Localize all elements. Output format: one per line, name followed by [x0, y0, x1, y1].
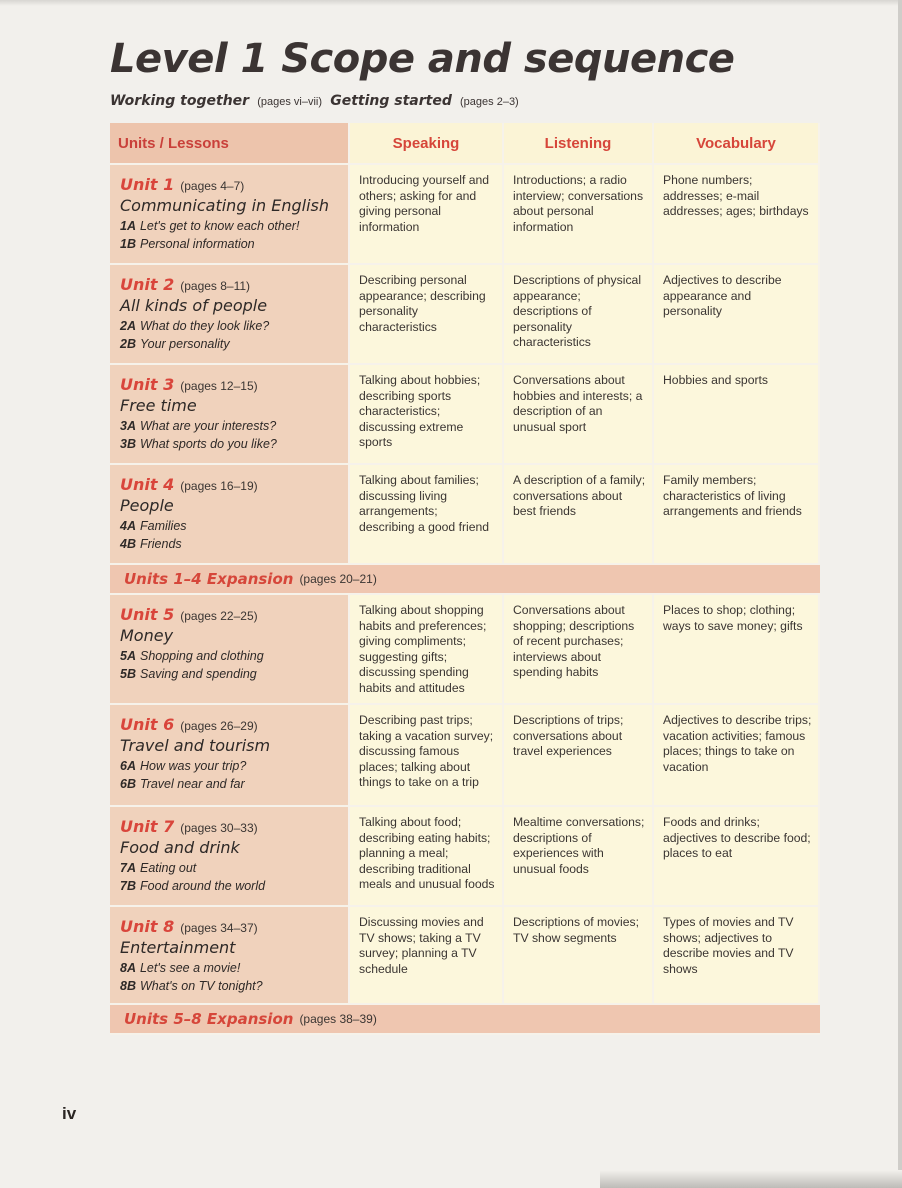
- lesson-code: 7A: [120, 861, 136, 875]
- unit-pages: (pages 8–11): [180, 279, 251, 293]
- listening-cell: Descriptions of physical appearance; descriptions of personality characteristics: [504, 265, 654, 365]
- header-listening: Listening: [504, 123, 654, 165]
- unit-heading: [120, 605, 340, 624]
- unit-label: Unit 1: [120, 175, 175, 194]
- lesson: [120, 961, 340, 975]
- lesson-code: 1A: [120, 219, 136, 233]
- lesson-code: 3A: [120, 419, 136, 433]
- lesson-title: Eating out: [139, 861, 197, 875]
- unit-label: Unit 7: [120, 817, 175, 836]
- page-number: iv: [62, 1104, 77, 1123]
- listening-cell: Introductions; a radio interview; conversations about personal information: [504, 165, 654, 265]
- speaking-cell: Talking about families; discussing living arrangements; describing a good friend: [350, 465, 504, 565]
- lesson: [120, 979, 340, 993]
- unit-name: People: [120, 496, 174, 515]
- lesson: [120, 777, 340, 791]
- unit-cell: [110, 465, 350, 565]
- unit-name: All kinds of people: [120, 296, 268, 315]
- unit-cell: [110, 265, 350, 365]
- unit-heading: [120, 375, 340, 394]
- lesson: [120, 419, 340, 433]
- vocabulary-cell: Family members; characteristics of living arrangements and friends: [654, 465, 820, 565]
- page-subtitle: [110, 92, 523, 109]
- header-units: Units / Lessons: [110, 123, 350, 165]
- lesson: [120, 237, 340, 251]
- lesson-code: 5B: [120, 667, 136, 681]
- lesson-code: 2B: [120, 337, 136, 351]
- vocabulary-cell: Hobbies and sports: [654, 365, 820, 465]
- expansion-row: [110, 1005, 820, 1035]
- unit-cell: [110, 807, 350, 907]
- lesson: [120, 537, 340, 551]
- unit-name: Travel and tourism: [120, 736, 271, 755]
- speaking-cell: Describing past trips; taking a vacation survey; discussing famous places; talking about things to take on a trip: [350, 705, 504, 807]
- lesson-title: Personal information: [139, 237, 255, 251]
- speaking-cell: Talking about shopping habits and preferences; giving compliments; suggesting gifts; discussing spending habits and attitudes: [350, 595, 504, 705]
- speaking-cell: Describing personal appearance; describing personality characteristics: [350, 265, 504, 365]
- lesson: [120, 337, 340, 351]
- page-title: Level 1 Scope and sequence: [110, 36, 735, 82]
- lesson-code: 1B: [120, 237, 136, 251]
- vocabulary-cell: Types of movies and TV shows; adjectives to describe movies and TV shows: [654, 907, 820, 1005]
- unit-label: Unit 3: [120, 375, 175, 394]
- speaking-cell: Discussing movies and TV shows; taking a TV survey; planning a TV schedule: [350, 907, 504, 1005]
- unit-pages: (pages 4–7): [180, 179, 245, 193]
- page-edge: [600, 1170, 902, 1188]
- expansion-pages: (pages 38–39): [299, 1012, 377, 1026]
- unit-pages: (pages 34–37): [180, 921, 258, 935]
- speaking-cell: Introducing yourself and others; asking for and giving personal information: [350, 165, 504, 265]
- lesson-title: Food around the world: [139, 879, 266, 893]
- lesson-title: What are your interests?: [139, 419, 277, 433]
- unit-heading: [120, 275, 340, 294]
- unit-label: Unit 2: [120, 275, 175, 294]
- unit-name: Entertainment: [120, 938, 236, 957]
- lesson-code: 8A: [120, 961, 136, 975]
- unit-heading: [120, 917, 340, 936]
- header-speaking: Speaking: [350, 123, 504, 165]
- expansion-pages: (pages 20–21): [299, 572, 377, 586]
- unit-name: Money: [120, 626, 174, 645]
- listening-cell: Descriptions of movies; TV show segments: [504, 907, 654, 1005]
- unit-cell: [110, 907, 350, 1005]
- unit-heading: [120, 817, 340, 836]
- lesson-code: 2A: [120, 319, 136, 333]
- unit-heading: [120, 175, 340, 194]
- lesson-title: Your personality: [139, 337, 230, 351]
- vocabulary-cell: Foods and drinks; adjectives to describe food; places to eat: [654, 807, 820, 907]
- lesson: [120, 759, 340, 773]
- unit-pages: (pages 12–15): [180, 379, 258, 393]
- listening-cell: Descriptions of trips; conversations about travel experiences: [504, 705, 654, 807]
- lesson: [120, 649, 340, 663]
- listening-cell: Conversations about hobbies and interests; a description of an unusual sport: [504, 365, 654, 465]
- lesson: [120, 519, 340, 533]
- lesson: [120, 879, 340, 893]
- lesson-code: 5A: [120, 649, 136, 663]
- lesson-code: 6A: [120, 759, 136, 773]
- page-edge: [0, 0, 902, 6]
- speaking-cell: Talking about food; describing eating habits; planning a meal; describing traditional meals and unusual foods: [350, 807, 504, 907]
- unit-pages: (pages 16–19): [180, 479, 258, 493]
- lesson-code: 7B: [120, 879, 136, 893]
- unit-pages: (pages 22–25): [180, 609, 258, 623]
- unit-cell: [110, 705, 350, 807]
- listening-cell: Conversations about shopping; descriptions of recent purchases; interviews about spending habits: [504, 595, 654, 705]
- scope-sequence-table: [110, 123, 820, 1035]
- unit-name: Food and drink: [120, 838, 240, 857]
- unit-cell: [110, 365, 350, 465]
- unit-label: Unit 6: [120, 715, 175, 734]
- vocabulary-cell: Places to shop; clothing; ways to save money; gifts: [654, 595, 820, 705]
- listening-cell: A description of a family; conversations about best friends: [504, 465, 654, 565]
- unit-label: Unit 8: [120, 917, 175, 936]
- unit-label: Unit 4: [120, 475, 175, 494]
- lesson-title: Families: [139, 519, 187, 533]
- lesson-title: What do they look like?: [139, 319, 270, 333]
- unit-pages: (pages 30–33): [180, 821, 258, 835]
- working-together-pages: (pages vi–vii): [257, 96, 323, 108]
- lesson-code: 4B: [120, 537, 136, 551]
- getting-started-label: Getting started: [330, 93, 452, 109]
- lesson: [120, 667, 340, 681]
- unit-label: Unit 5: [120, 605, 175, 624]
- vocabulary-cell: Adjectives to describe trips; vacation activities; famous places; things to take on vacation: [654, 705, 820, 807]
- unit-heading: [120, 475, 340, 494]
- page-edge: [898, 0, 902, 1188]
- lesson-title: How was your trip?: [139, 759, 247, 773]
- lesson-title: What sports do you like?: [139, 437, 277, 451]
- unit-cell: [110, 165, 350, 265]
- expansion-row: [110, 565, 820, 595]
- working-together-label: Working together: [110, 93, 250, 109]
- speaking-cell: Talking about hobbies; describing sports characteristics; discussing extreme sports: [350, 365, 504, 465]
- unit-name: Free time: [120, 396, 197, 415]
- lesson: [120, 219, 340, 233]
- header-vocabulary: Vocabulary: [654, 123, 820, 165]
- lesson-title: Travel near and far: [139, 777, 245, 791]
- listening-cell: Mealtime conversations; descriptions of experiences with unusual foods: [504, 807, 654, 907]
- lesson-title: Let's get to know each other!: [139, 219, 300, 233]
- vocabulary-cell: Adjectives to describe appearance and personality: [654, 265, 820, 365]
- unit-name: Communicating in English: [120, 196, 330, 215]
- unit-cell: [110, 595, 350, 705]
- lesson-title: Shopping and clothing: [139, 649, 264, 663]
- lesson-title: Friends: [139, 537, 182, 551]
- vocabulary-cell: Phone numbers; addresses; e-mail addresses; ages; birthdays: [654, 165, 820, 265]
- lesson-code: 6B: [120, 777, 136, 791]
- lesson-code: 8B: [120, 979, 136, 993]
- expansion-title: Units 5–8 Expansion: [124, 1010, 294, 1028]
- lesson: [120, 861, 340, 875]
- lesson-title: Let's see a movie!: [139, 961, 241, 975]
- lesson-title: Saving and spending: [139, 667, 257, 681]
- lesson-code: 3B: [120, 437, 136, 451]
- lesson: [120, 437, 340, 451]
- lesson-code: 4A: [120, 519, 136, 533]
- unit-pages: (pages 26–29): [180, 719, 258, 733]
- expansion-title: Units 1–4 Expansion: [124, 570, 294, 588]
- lesson-title: What's on TV tonight?: [139, 979, 263, 993]
- lesson: [120, 319, 340, 333]
- unit-heading: [120, 715, 340, 734]
- getting-started-pages: (pages 2–3): [460, 96, 519, 108]
